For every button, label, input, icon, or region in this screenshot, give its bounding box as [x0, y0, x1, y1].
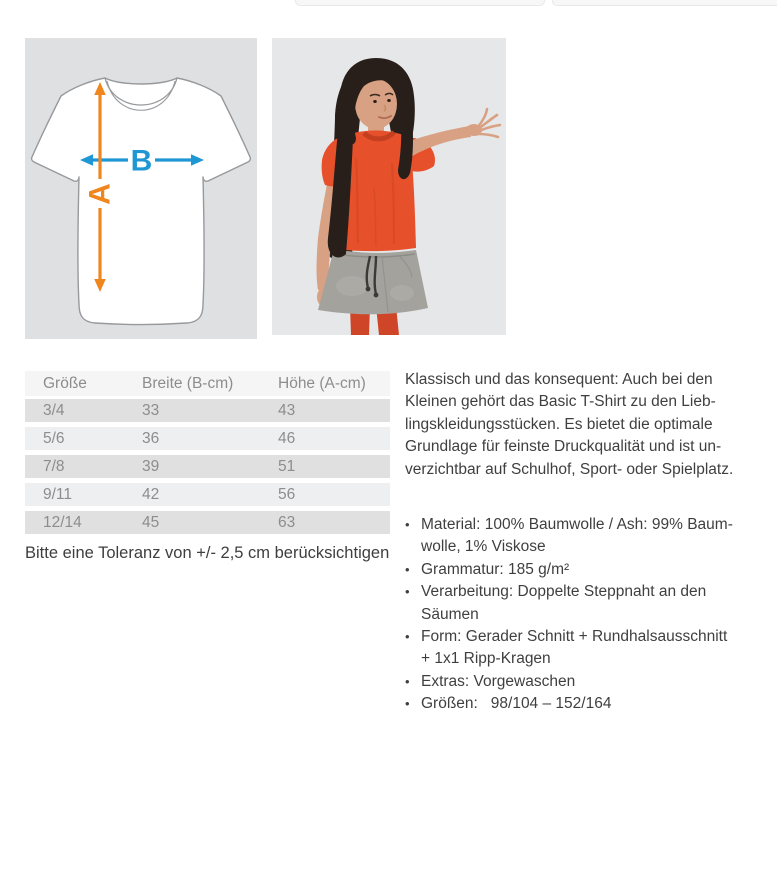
product-description — [405, 369, 777, 715]
bullet-item — [405, 581, 777, 603]
girl-denim-skirt — [318, 249, 428, 314]
table-row — [25, 455, 390, 478]
bullet-icon — [405, 604, 421, 626]
bullet-item — [405, 693, 777, 715]
table-row — [25, 427, 390, 450]
bullet-text: + 1x1 Ripp-Kragen — [421, 650, 551, 668]
bullet-text: Verarbeitung: Doppelte Steppnaht an den — [421, 583, 707, 601]
bullet-text: Form: Gerader Schnitt + Rundhalsausschnitt — [421, 627, 728, 645]
bullet-icon — [405, 648, 421, 670]
table-row — [25, 483, 390, 506]
cell-size: 3/4 — [43, 401, 65, 419]
bullet-item — [405, 604, 777, 626]
table-row — [25, 399, 390, 422]
bullet-icon — [405, 536, 421, 558]
bullet-item — [405, 559, 777, 581]
product-model-photo — [272, 38, 506, 335]
feature-bullet-list — [405, 514, 777, 716]
cell-size: 12/14 — [43, 513, 82, 531]
paragraph-line: Grundlage für feinste Druckqualität und ist un- — [405, 438, 722, 456]
model-photo-illustration — [272, 38, 506, 335]
cell-height: 56 — [278, 485, 296, 503]
cutoff-element-right[interactable] — [552, 0, 777, 6]
header-cell-hoehe: Höhe (A-cm) — [278, 374, 366, 392]
cell-height: 46 — [278, 429, 296, 447]
bullet-item — [405, 536, 777, 558]
cell-width: 33 — [142, 401, 160, 419]
cell-width: 42 — [142, 485, 160, 503]
bullet-item — [405, 648, 777, 670]
paragraph-line: lingskleidungsstücken. Es bietet die optimale — [405, 415, 713, 433]
tolerance-note: Bitte eine Toleranz von +/- 2,5 cm berücksichtigen — [25, 544, 390, 562]
tshirt-measure-diagram — [25, 38, 257, 339]
bullet-text: Grammatur: 185 g/m² — [421, 560, 570, 578]
bullet-item — [405, 671, 777, 693]
table-row — [25, 511, 390, 534]
cell-height: 43 — [278, 401, 296, 419]
label-b: B — [130, 144, 153, 178]
bullet-text: Material: 100% Baumwolle / Ash: 99% Baum- — [421, 515, 733, 533]
description-paragraph — [405, 369, 777, 481]
cell-size: 9/11 — [43, 485, 73, 503]
header-cell-breite: Breite (B-cm) — [142, 374, 234, 392]
size-table-body — [25, 399, 390, 534]
bullet-icon: • — [405, 696, 410, 712]
tshirt-outline — [32, 78, 251, 325]
header-cell-groesse: Größe — [43, 374, 87, 392]
paragraph-line: verzichtbar auf Schulhof, Sport- oder Spielplatz. — [405, 460, 734, 478]
bullet-text: Säumen — [421, 605, 479, 623]
bullet-icon: • — [405, 516, 410, 532]
size-table — [25, 371, 390, 539]
bullet-icon: • — [405, 584, 410, 600]
cell-height: 51 — [278, 457, 296, 475]
cell-width: 39 — [142, 457, 160, 475]
bullet-icon: • — [405, 561, 410, 577]
label-a: A — [83, 183, 117, 205]
bullet-icon: • — [405, 628, 410, 644]
paragraph-line: Klassisch und das konsequent: Auch bei den — [405, 371, 713, 388]
bullet-item — [405, 626, 777, 648]
size-table-header-row — [25, 371, 390, 396]
bullet-text: wolle, 1% Viskose — [421, 538, 546, 556]
cell-height: 63 — [278, 513, 296, 531]
cell-size: 7/8 — [43, 457, 65, 475]
bullet-icon: • — [405, 673, 410, 689]
bullet-item — [405, 514, 777, 536]
cell-width: 45 — [142, 513, 160, 531]
cell-size: 5/6 — [43, 429, 65, 447]
paragraph-line: Kleinen gehört das Basic T-Shirt zu den Lieb- — [405, 393, 716, 411]
cutoff-element-left[interactable] — [295, 0, 545, 6]
bullet-text: Extras: Vorgewaschen — [421, 672, 576, 690]
size-chart-image — [25, 38, 257, 339]
bullet-text: Größen: 98/104 – 152/164 — [421, 695, 612, 713]
cell-width: 36 — [142, 429, 160, 447]
